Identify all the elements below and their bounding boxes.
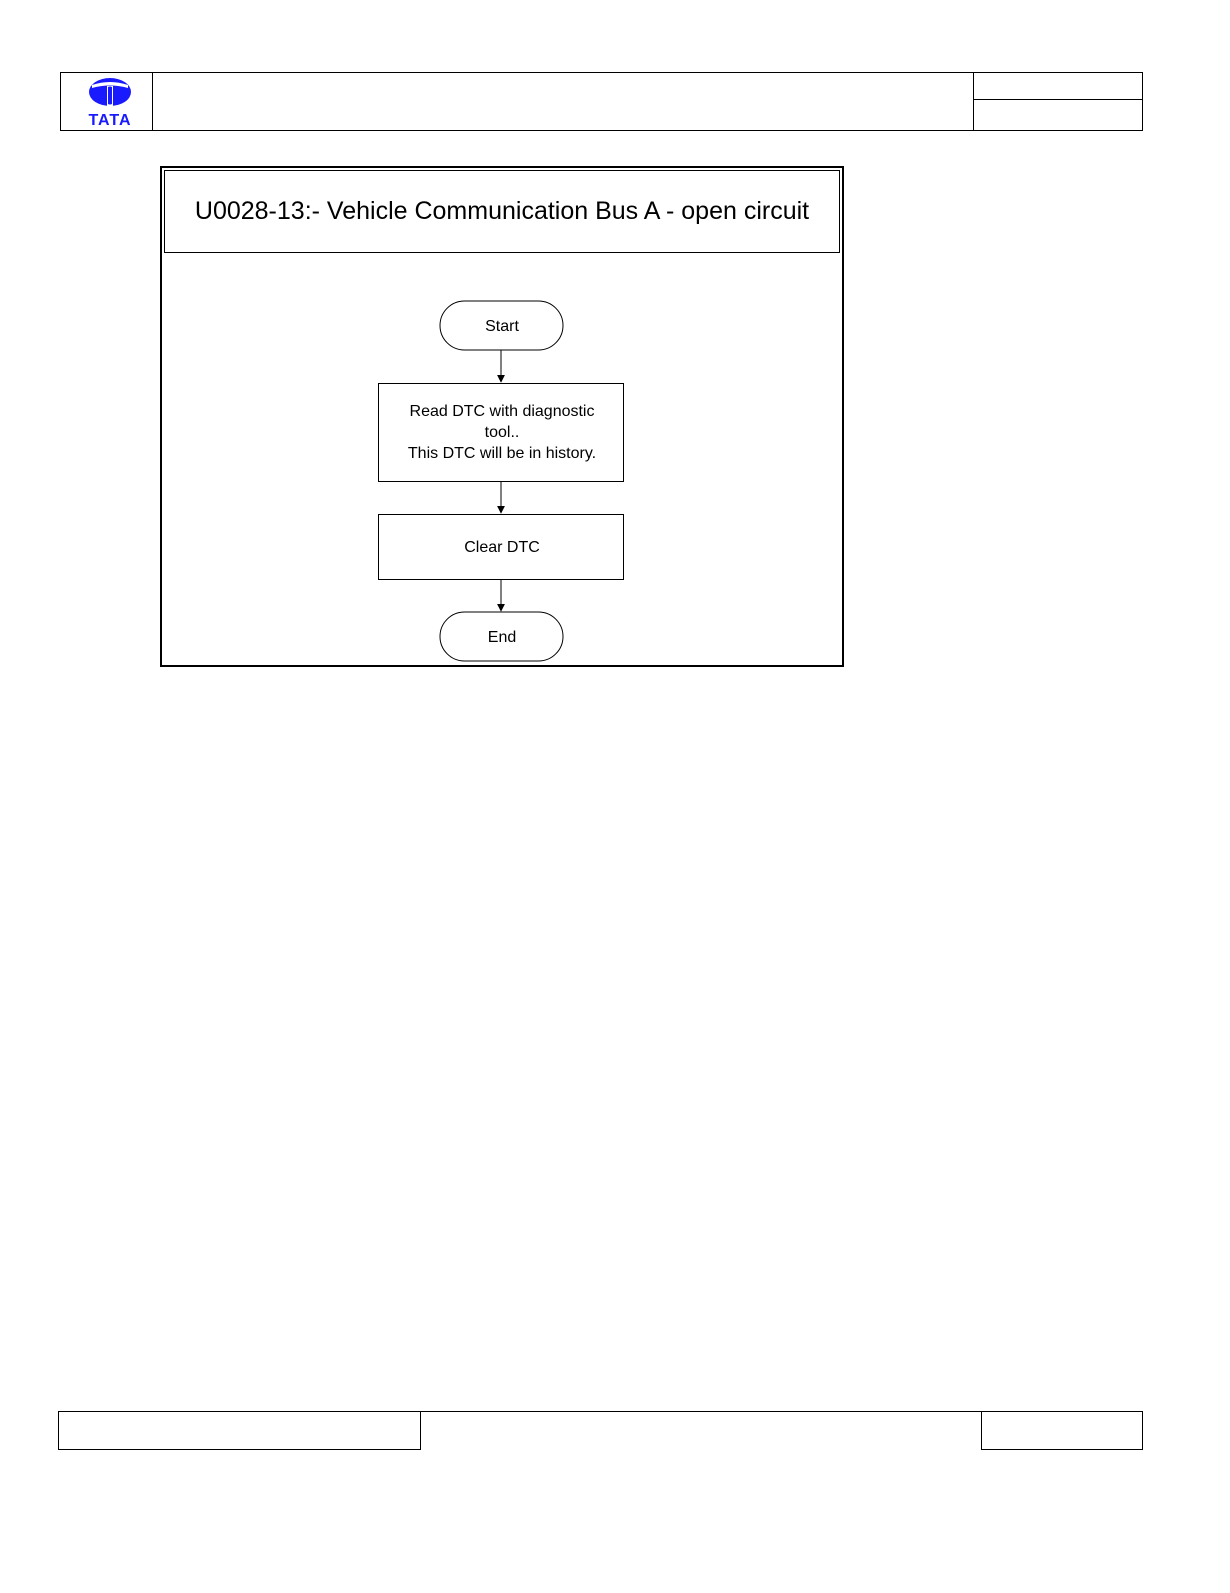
node-clear-label: Clear DTC [464,538,540,556]
footer-left-cell [58,1411,421,1450]
tata-logo [82,76,138,128]
node-end-label: End [487,628,517,646]
header-doc-number-cell [973,72,1143,100]
node-start-label: Start [485,317,519,335]
flowchart-title: U0028-13:- Vehicle Communication Bus A - open circuit [164,170,840,253]
footer-page-cell [981,1411,1143,1450]
node-read-label: Read DTC with diagnostic tool.. This DTC will be in history. [407,403,597,462]
logo-wordmark: TATA [88,112,132,128]
footer-divider [420,1411,982,1412]
header-title-cell [152,72,974,131]
header-revision-cell [973,99,1143,131]
